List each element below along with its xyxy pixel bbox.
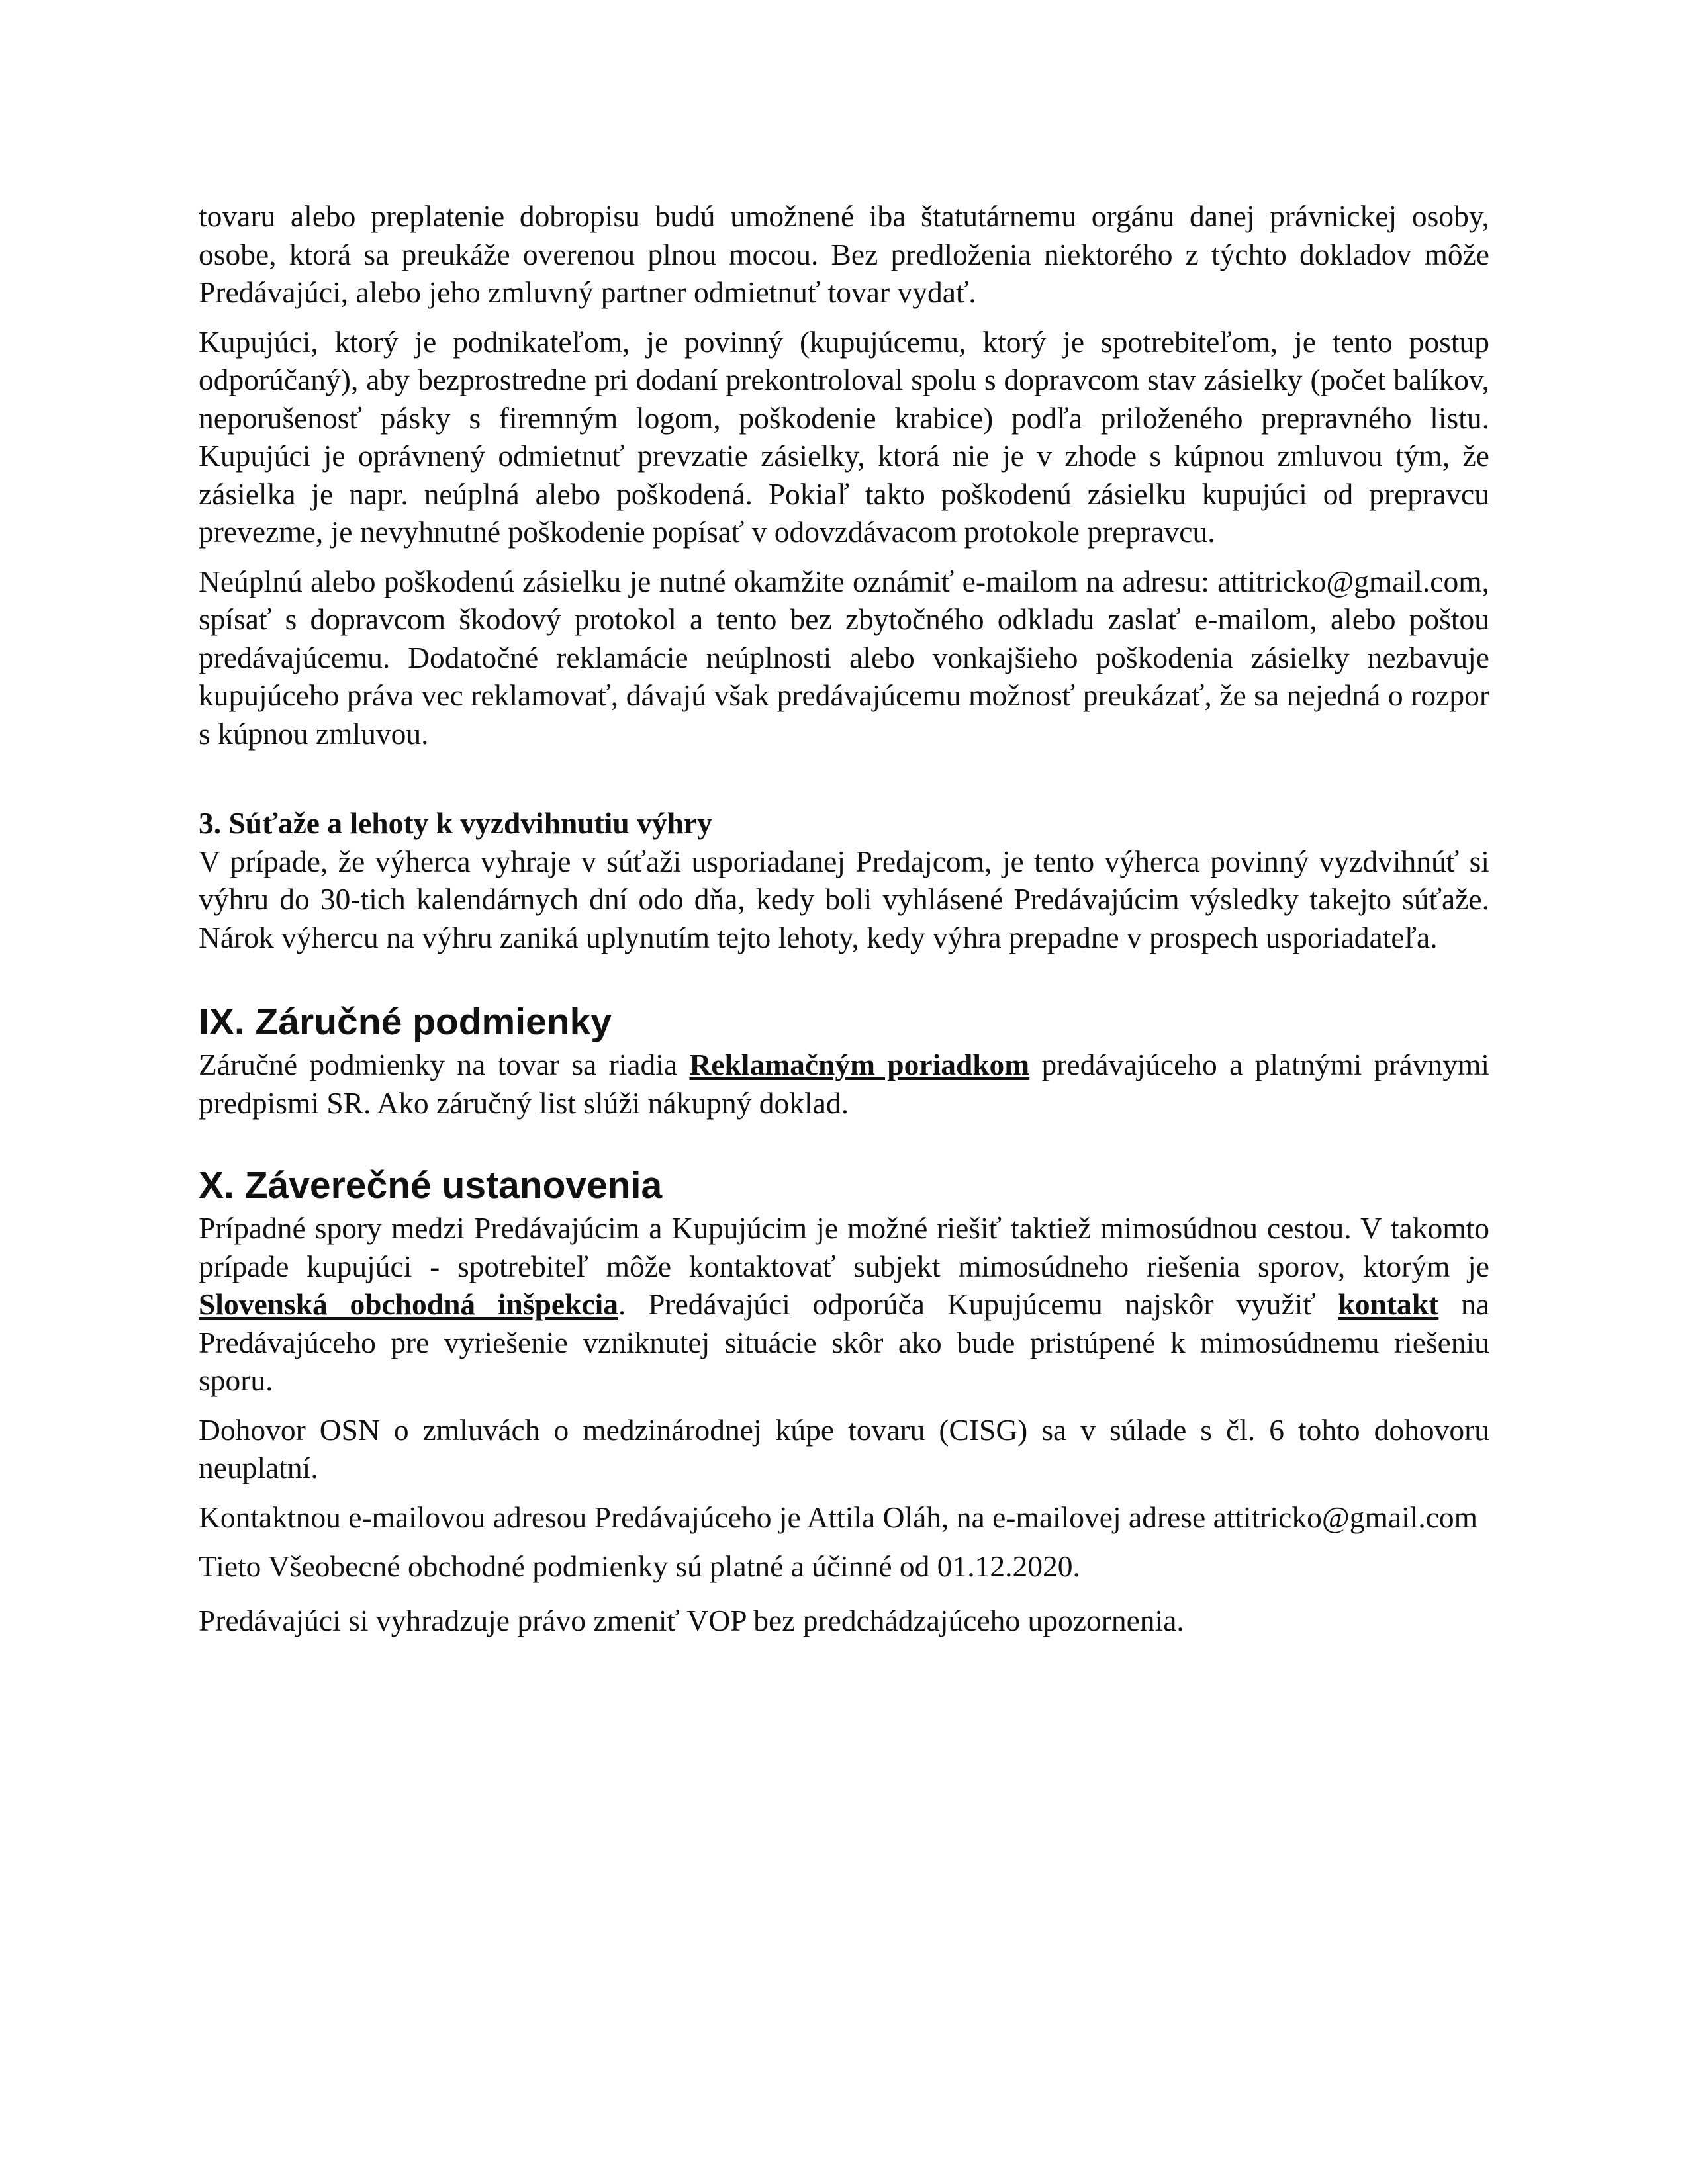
heading-warranty-conditions: IX. Záručné podmienky (199, 1001, 612, 1043)
contact-link[interactable]: kontakt (1338, 1287, 1439, 1321)
dispute-text-2: . Predávajúci odporúča Kupujúcemu najskôr využiť (618, 1287, 1338, 1321)
paragraph-contact-email: Kontaktnou e-mailovou adresou Predávajúceho je Attila Oláh, na e-mailovej adrese attitricko@gmail.com (199, 1500, 1478, 1534)
paragraph-document-pickup: tovaru alebo preplatenie dobropisu budú umožnené iba štatutárnemu orgánu danej právnickej osoby, osobe, ktorá sa preukáže overenou plnou mocou. Bez predloženia niektorého z týchto dokladov môže Predávajúci, alebo jeho zmluvný partner odmietnuť tovar vydať. (199, 199, 1489, 309)
dispute-text-1: Prípadné spory medzi Predávajúcim a Kupujúcim je možné riešiť taktiež mimosúdnou cestou. V takomto prípade kupujúci - spotrebiteľ môže kontaktovať subjekt mimosúdneho riešenia sporov, ktorým je (199, 1211, 1489, 1283)
paragraph-shipment-inspection: Kupujúci, ktorý je podnikateľom, je povinný (kupujúcemu, ktorý je spotrebiteľom, je tento postup odporúčaný), aby bezprostredne pri dodaní prekontroloval spolu s dopravcom stav zásielky (počet balíkov, neporušenosť pásky s firemným logom, poškodenie krabice) podľa priloženého prepravného listu. Kupujúci je oprávnený odmietnuť prevzatie zásielky, ktorá nie je v zhode s kúpnou zmluvou tým, že zásielka je napr. neúplná alebo poškodená. Pokiaľ takto poškodenú zásielku kupujúci od prepravcu prevezme, je nevyhnutné poškodenie popísať v odovzdávacom protokole prepravcu. (199, 324, 1489, 549)
heading-final-provisions: X. Záverečné ustanovenia (199, 1164, 663, 1206)
heading-competitions: 3. Súťaže a lehoty k vyzdvihnutiu výhry (199, 806, 712, 840)
paragraph-warranty (199, 1046, 1489, 1122)
document-page (199, 197, 1489, 1639)
paragraph-terms-change: Predávajúci si vyhradzuje právo zmeniť VOP bez predchádzajúceho upozornenia. (199, 1603, 1184, 1637)
warranty-text-start: Záručné podmienky na tovar sa riadia (199, 1048, 690, 1081)
paragraph-damaged-shipment: Neúplnú alebo poškodenú zásielku je nutné okamžite oznámiť e-mailom na adresu: attitricko@gmail.com, spísať s dopravcom škodový protokol a tento bez zbytočného odkladu zaslať e-mailom, alebo poštou predávajúcemu. Dodatočné reklamácie neúplnosti alebo vonkajšieho poškodenia zásielky nezbavuje kupujúceho práva vec reklamovať, dávajú však predávajúcemu možnosť preukázať, že sa nejedná o rozpor s kúpnou zmluvou. (199, 564, 1489, 751)
paragraph-competitions: V prípade, že výherca vyhraje v súťaži usporiadanej Predajcom, je tento výherca povinný vyzdvihnúť si výhru do 30-tich kalendárnych dní odo dňa, kedy boli vyhlásené Predávajúcim výsledky takejto súťaže. Nárok výhercu na výhru zaniká uplynutím tejto lehoty, kedy výhra prepadne v prospech usporiadateľa. (199, 844, 1489, 954)
complaints-procedure-link[interactable]: Reklamačným poriadkom (689, 1048, 1030, 1081)
trade-inspection-link[interactable]: Slovenská obchodná inšpekcia (199, 1287, 618, 1321)
dispute-text-3: na Predávajúceho pre vyriešenie vzniknutej situácie skôr ako bude pristúpené k mimosúdnemu riešeniu sporu. (199, 1287, 1489, 1397)
paragraph-dispute-resolution (199, 1209, 1489, 1400)
paragraph-validity: Tieto Všeobecné obchodné podmienky sú platné a účinné od 01.12.2020. (199, 1549, 1080, 1583)
paragraph-cisg: Dohovor OSN o zmluvách o medzinárodnej kúpe tovaru (CISG) sa v súlade s čl. 6 tohto dohovoru neuplatní. (199, 1412, 1489, 1484)
warranty-text-end: predávajúceho a platnými právnymi predpismi SR. Ako záručný list slúži nákupný doklad. (199, 1048, 1490, 1120)
